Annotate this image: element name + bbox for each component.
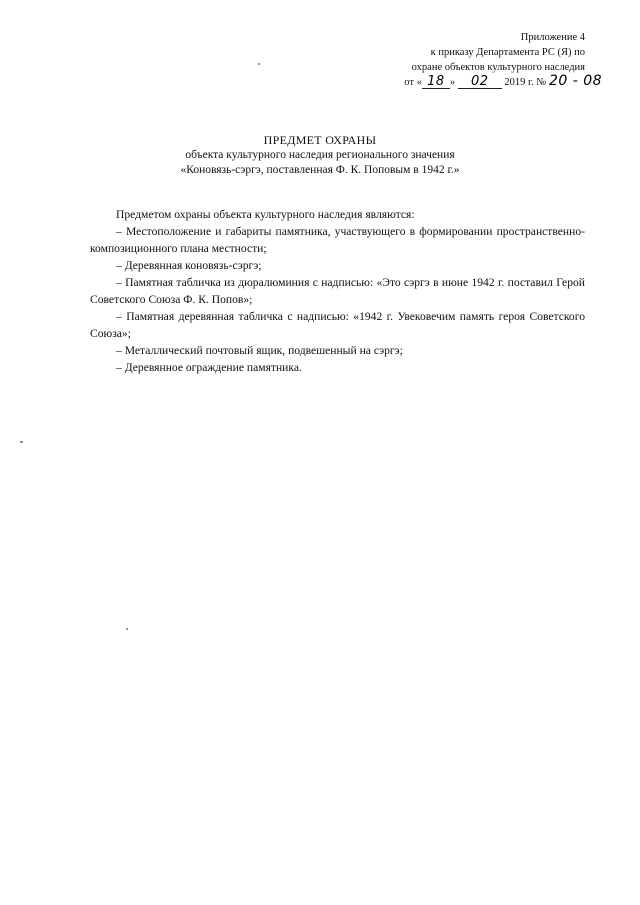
- list-item: – Местоположение и габариты памятника, участвующего в формировании пространственно-композиционного плана местности;: [90, 225, 585, 255]
- date-year: 2019 г. №: [504, 77, 547, 88]
- scan-speck: [20, 441, 23, 443]
- title-main: ПРЕДМЕТ ОХРАНЫ: [263, 133, 377, 147]
- appendix-header: [355, 30, 603, 90]
- list-item: – Металлический почтовый ящик, подвешенный на сэргэ;: [116, 344, 403, 357]
- handwritten-month: 02: [458, 75, 502, 89]
- appendix-number: Приложение 4: [520, 32, 585, 43]
- list-item: – Деревянная коновязь-сэргэ;: [116, 259, 262, 272]
- handwritten-day: 18: [422, 75, 450, 89]
- appendix-order-ref: к приказу Департамента РС (Я) по: [430, 47, 585, 58]
- appendix-date-line: [355, 73, 603, 90]
- date-mid: »: [449, 77, 456, 88]
- appendix-department: охране объектов культурного наследия: [411, 62, 585, 73]
- date-prefix: от «: [404, 77, 422, 88]
- handwritten-order-number: 20 - 08: [549, 73, 603, 89]
- scan-speck: [126, 628, 128, 630]
- body-intro: Предметом охраны объекта культурного наследия являются:: [116, 208, 415, 221]
- list-item: – Памятная деревянная табличка с надписью: «1942 г. Увековечим память героя Советского Союза»;: [90, 310, 585, 340]
- title-object-name: «Коновязь-сэргэ, поставленная Ф. К. Поповым в 1942 г.»: [180, 164, 460, 176]
- document-body: [90, 206, 585, 376]
- list-item: – Деревянное ограждение памятника.: [116, 361, 302, 374]
- title-subtitle: объекта культурного наследия регионального значения: [185, 149, 455, 161]
- list-item: – Памятная табличка из дюралюминия с надписью: «Это сэргэ в июне 1942 г. поставил Герой Советского Союза Ф. К. Попов»;: [90, 276, 585, 306]
- document-title: [0, 133, 640, 178]
- scan-speck: [258, 63, 260, 65]
